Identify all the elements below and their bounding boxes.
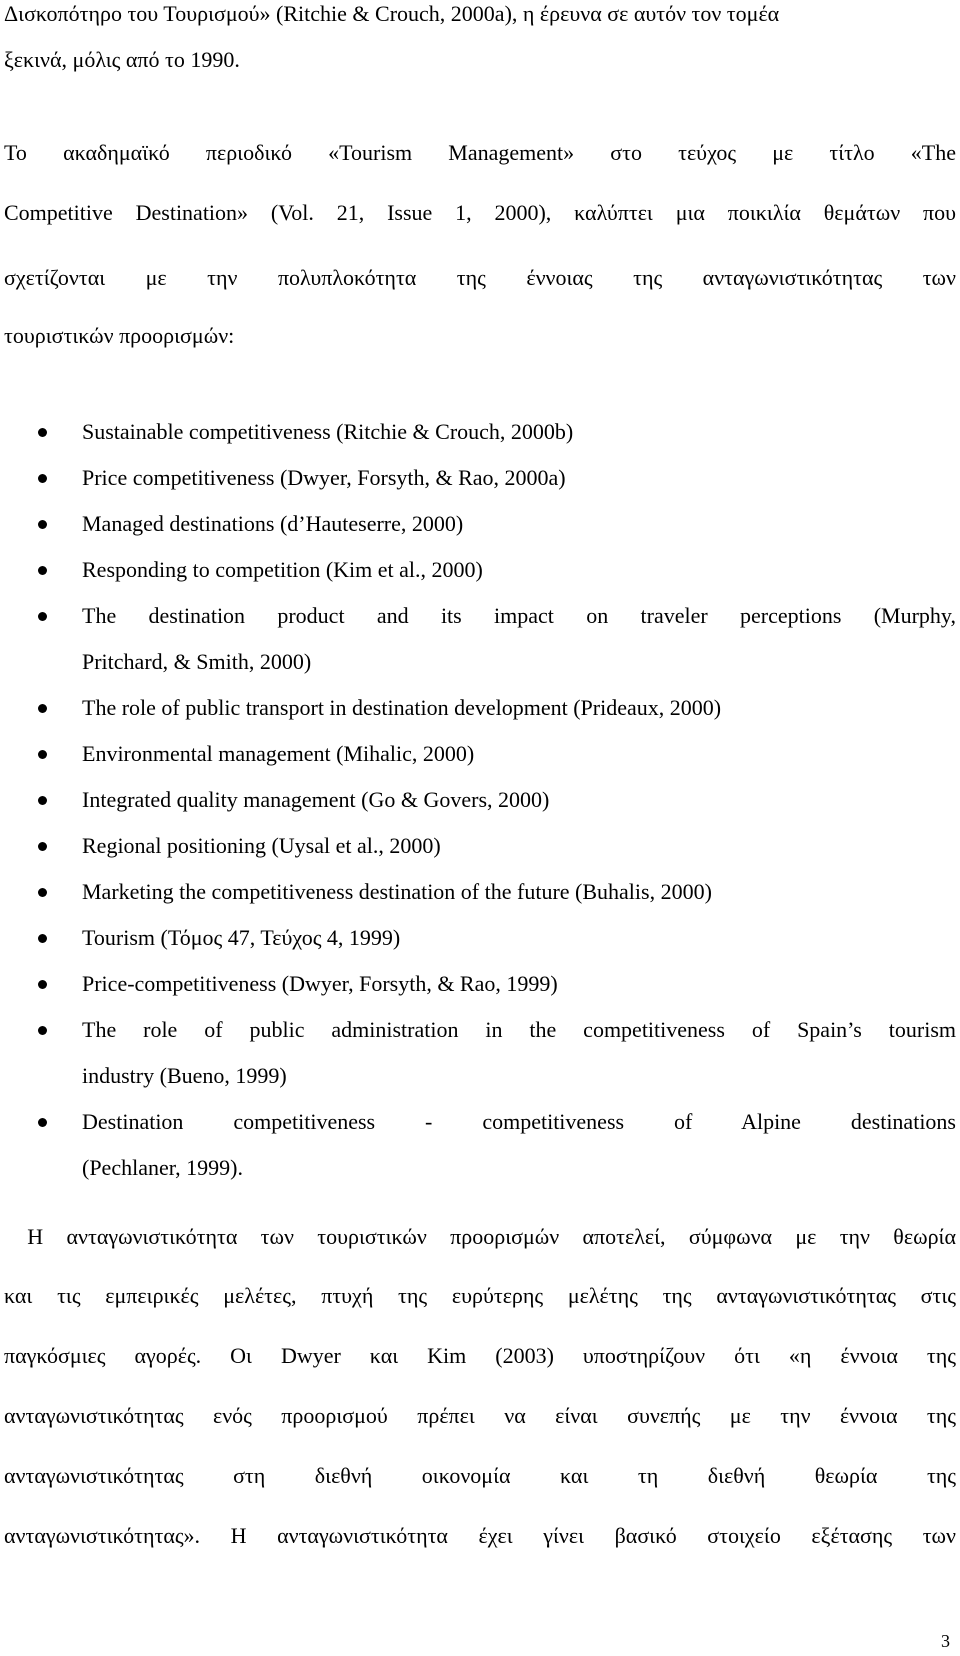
closing-line-3: παγκόσμιες αγορές. Οι Dwyer και Kim (2003) υποστηρίζουν ότι «η έννοια της bbox=[4, 1343, 956, 1368]
bullet-icon bbox=[38, 796, 47, 805]
closing-line-1: Η ανταγωνιστικότητα των τουριστικών προορισμών αποτελεί, σύμφωνα με την θεωρία bbox=[4, 1224, 956, 1249]
closing-line-4: ανταγωνιστικότητας ενός προορισμού πρέπει να είναι συνεπής με την έννοια της bbox=[4, 1403, 956, 1428]
bullet-icon bbox=[38, 612, 47, 621]
bullet-icon bbox=[38, 888, 47, 897]
bullet-icon bbox=[38, 1118, 47, 1127]
list-item-text: Tourism (Τόμος 47, Τεύχος 4, 1999) bbox=[82, 925, 401, 950]
list-item-text: Destination competitiveness - competitiveness of Alpine destinations bbox=[82, 1109, 956, 1134]
bullet-icon bbox=[38, 750, 47, 759]
list-item-text: Marketing the competitiveness destination of the future (Buhalis, 2000) bbox=[82, 879, 712, 904]
bullet-icon bbox=[38, 1026, 47, 1035]
bullet-icon bbox=[38, 980, 47, 989]
intro-line-1: Δισκοπότηρο του Τουρισμού» (Ritchie & Crouch, 2000a), η έρευνα σε αυτόν τον τομέα bbox=[4, 1, 780, 26]
list-item-text: Responding to competition (Kim et al., 2000) bbox=[82, 557, 483, 582]
bullet-icon bbox=[38, 474, 47, 483]
list-item-text: Environmental management (Mihalic, 2000) bbox=[82, 741, 475, 766]
list-item-text: Integrated quality management (Go & Govers, 2000) bbox=[82, 787, 550, 812]
list-item-text: Regional positioning (Uysal et al., 2000) bbox=[82, 833, 441, 858]
list-item-text: Price-competitiveness (Dwyer, Forsyth, & Rao, 1999) bbox=[82, 971, 558, 996]
bullet-icon bbox=[38, 428, 47, 437]
bullet-icon bbox=[38, 842, 47, 851]
list-item-text: industry (Bueno, 1999) bbox=[82, 1063, 287, 1088]
list-item-text: The role of public administration in the competitiveness of Spain’s tourism bbox=[82, 1017, 956, 1042]
journal-line-1: Το ακαδημαϊκό περιοδικό «Tourism Management» στο τεύχος με τίτλο «The bbox=[4, 140, 956, 165]
bullet-icon bbox=[38, 520, 47, 529]
closing-line-5: ανταγωνιστικότητας στη διεθνή οικονομία και τη διεθνή θεωρία της bbox=[4, 1463, 956, 1488]
journal-line-3: σχετίζονται με την πολυπλοκότητα της έννοιας της ανταγωνιστικότητας των bbox=[4, 265, 956, 290]
list-item-text: (Pechlaner, 1999). bbox=[82, 1155, 244, 1180]
list-item-text: Managed destinations (d’Hauteserre, 2000) bbox=[82, 511, 464, 536]
list-item-text: Pritchard, & Smith, 2000) bbox=[82, 649, 312, 674]
bullet-icon bbox=[38, 934, 47, 943]
intro-line-2: ξεκινά, μόλις από το 1990. bbox=[4, 47, 240, 72]
list-item-text: The role of public transport in destination development (Prideaux, 2000) bbox=[82, 695, 722, 720]
closing-line-6: ανταγωνιστικότητας». Η ανταγωνιστικότητα έχει γίνει βασικό στοιχείο εξέτασης των bbox=[4, 1523, 956, 1548]
closing-line-2: και τις εμπειρικές μελέτες, πτυχή της ευρύτερης μελέτης της ανταγωνιστικότητας στις bbox=[4, 1283, 956, 1308]
journal-line-2: Competitive Destination» (Vol. 21, Issue 1, 2000), καλύπτει μια ποικιλία θεμάτων που bbox=[4, 200, 956, 225]
page-number: 3 bbox=[941, 1631, 950, 1651]
journal-line-4: τουριστικών προορισμών: bbox=[4, 323, 235, 348]
bullet-icon bbox=[38, 566, 47, 575]
list-item-text: Sustainable competitiveness (Ritchie & Crouch, 2000b) bbox=[82, 419, 574, 444]
list-item-text: The destination product and its impact on traveler perceptions (Murphy, bbox=[82, 603, 956, 628]
list-item-text: Price competitiveness (Dwyer, Forsyth, & Rao, 2000a) bbox=[82, 465, 566, 490]
bullet-icon bbox=[38, 704, 47, 713]
